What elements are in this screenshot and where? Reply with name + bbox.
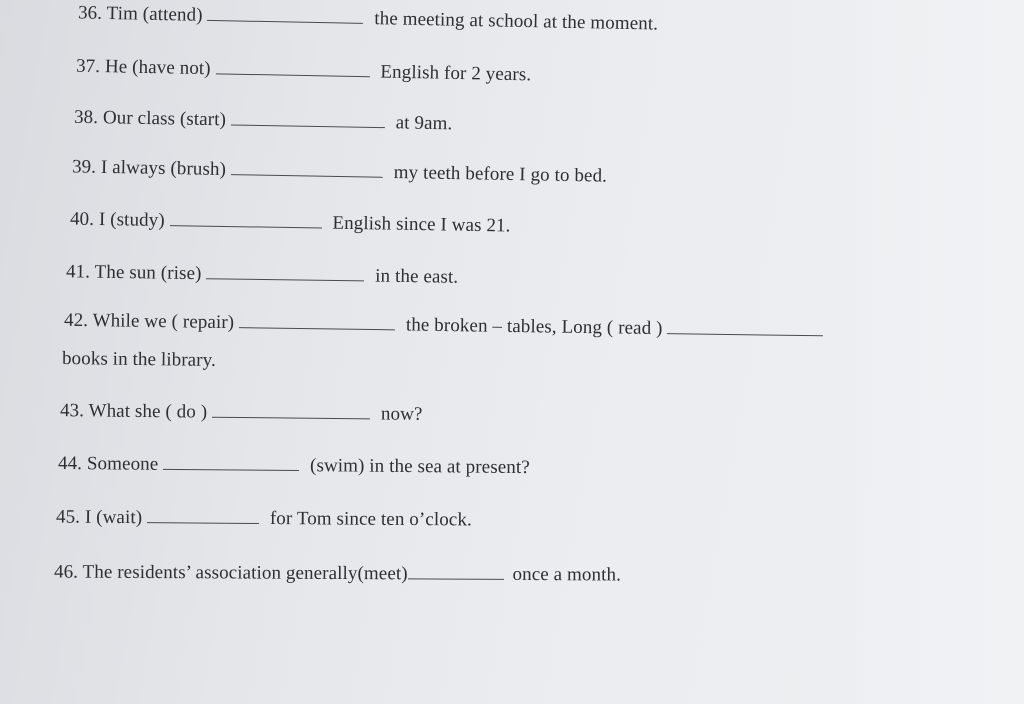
question-number: 37.	[75, 55, 101, 78]
question-number: 42.	[63, 309, 89, 332]
question-tail: English since I was 21.	[332, 212, 511, 237]
question-42	[64, 310, 824, 343]
question-number: 39.	[71, 156, 97, 178]
question-continuation: books in the library.	[61, 348, 217, 371]
question-tail: the meeting at school at the moment.	[374, 8, 659, 35]
question-number: 41.	[65, 261, 91, 283]
question-prompt: He (have not)	[104, 56, 211, 80]
question-prompt: The residents’ association generally(meet)	[82, 561, 408, 585]
question-number: 43.	[59, 400, 85, 422]
question-number: 40.	[69, 208, 95, 230]
question-tail: now?	[380, 403, 423, 425]
answer-blank[interactable]	[231, 160, 383, 178]
question-tail: once a month.	[512, 563, 622, 586]
question-44	[58, 453, 530, 479]
answer-blank[interactable]	[147, 508, 259, 524]
question-number: 38.	[73, 106, 99, 129]
question-prompt: Someone	[86, 453, 159, 475]
question-number: 46.	[53, 561, 79, 583]
question-37	[76, 56, 532, 87]
question-46	[54, 562, 621, 587]
question-prompt: Our class (start)	[102, 107, 227, 131]
question-prompt: The sun (rise)	[94, 261, 202, 285]
question-41	[66, 261, 458, 288]
question-number: 45.	[55, 506, 81, 528]
answer-blank-read[interactable]	[667, 319, 823, 336]
question-prompt: What she ( do )	[88, 400, 208, 423]
question-tail: English for 2 years.	[380, 61, 532, 86]
question-39	[72, 156, 607, 187]
question-number: 36.	[77, 2, 103, 24]
question-number: 44.	[57, 452, 83, 475]
question-43	[60, 400, 423, 426]
question-prompt: Tim (attend)	[106, 2, 203, 26]
answer-blank[interactable]	[231, 110, 385, 128]
question-prompt: While we ( repair)	[92, 310, 235, 334]
answer-blank[interactable]	[408, 564, 504, 580]
question-40	[70, 209, 511, 238]
question-38	[74, 107, 453, 136]
answer-blank[interactable]	[212, 403, 370, 420]
answer-blank-repair[interactable]	[239, 313, 395, 330]
question-prompt: I (wait)	[84, 506, 143, 529]
question-tail: in the east.	[375, 265, 459, 288]
question-tail: (swim) in the sea at present?	[309, 455, 530, 479]
answer-blank[interactable]	[206, 264, 364, 281]
question-prompt: I (study)	[98, 208, 165, 232]
question-prompt: I always (brush)	[100, 156, 227, 181]
answer-blank[interactable]	[215, 59, 369, 77]
question-36	[78, 2, 658, 35]
question-45	[56, 507, 472, 532]
answer-blank[interactable]	[207, 6, 363, 24]
question-tail: at 9am.	[395, 112, 453, 135]
question-tail: my teeth before I go to bed.	[393, 161, 608, 187]
answer-blank[interactable]	[170, 211, 322, 228]
paper-shading	[764, 0, 1024, 704]
question-tail: for Tom since ten o’clock.	[269, 508, 472, 531]
question-42-continuation	[62, 348, 216, 372]
answer-blank[interactable]	[163, 455, 299, 471]
question-middle: the broken – tables, Long ( read )	[405, 314, 663, 340]
